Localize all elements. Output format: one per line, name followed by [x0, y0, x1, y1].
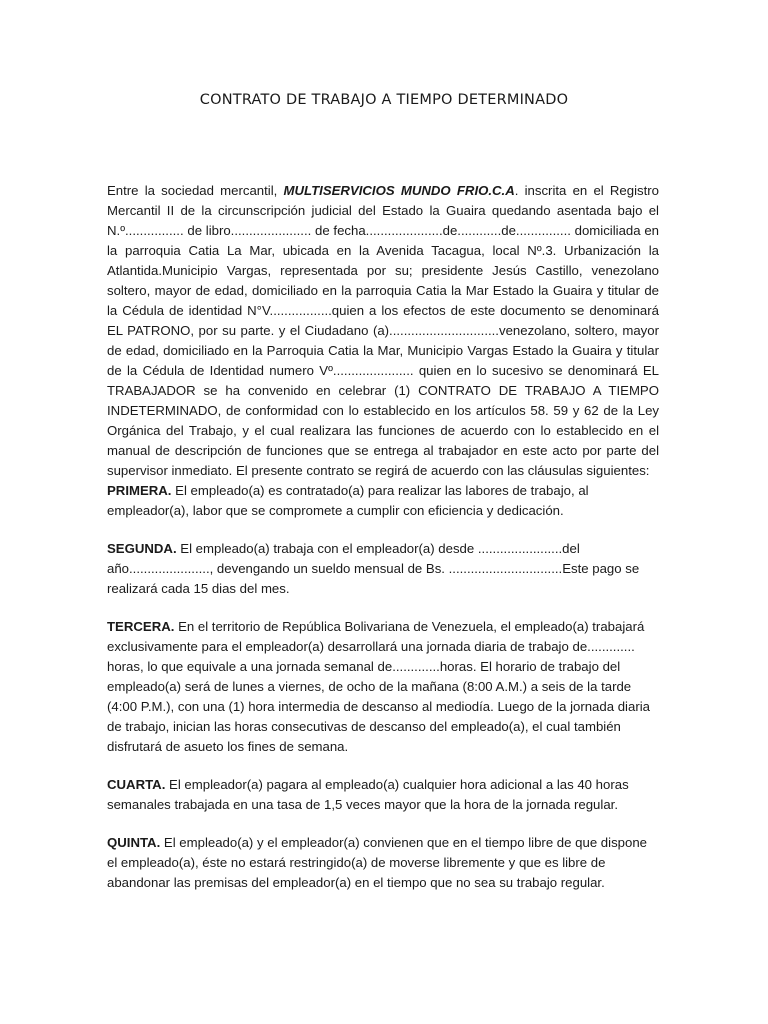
clause-quinta	[107, 833, 659, 893]
clause-label: PRIMERA.	[107, 483, 172, 498]
intro-text-2: . inscrita en el Registro Mercantil II de la circunscripción judicial del Estado la Guaira quedando asentada bajo el N.º................ de libro...................... de fecha.....................de............de............... domiciliada en la parroquia Catia La Mar, ubicada en la Avenida Tacagua, local Nº.3. Urbanización la Atlantida.Municipio Vargas, representada por su; presidente Jesús Castillo, venezolano soltero, mayor de edad, domiciliado en la parroquia Catia la Mar Estado la Guaira y titular de la Cédula de identidad N°V.................quien a los efectos de este documento se denominará EL PATRONO, por su parte. y el Ciudadano (a)..............................venezolano, soltero, mayor de edad, domiciliado en la Parroquia Catia la Mar, Municipio Vargas Estado la Guaira y titular de la Cédula de Identidad numero Vº...................... quien en lo sucesivo se denominará EL TRABAJADOR se ha convenido en celebrar (1) CONTRATO DE TRABAJO A TIEMPO INDETERMINADO, de conformidad con lo establecido en los artículos 58. 59 y 62 de la Ley Orgánica del Trabajo, y el cual realizara las funciones de acuerdo con lo establecido en el manual de descripción de funciones que se entrega al trabajador en este acto por parte del supervisor inmediato. El presente contrato se regirá de acuerdo con las cláusulas siguientes:	[107, 183, 660, 478]
clause-label: SEGUNDA.	[107, 541, 177, 556]
clause-text: El empleado(a) es contratado(a) para realizar las labores de trabajo, al empleador(a), labor que se compromete a cumplir con eficiencia y dedicación.	[107, 483, 589, 518]
clause-label: TERCERA.	[107, 619, 175, 634]
clause-segunda	[107, 539, 659, 599]
document-title: CONTRATO DE TRABAJO A TIEMPO DETERMINADO	[199, 92, 569, 108]
clause-text: El empleador(a) pagara al empleado(a) cualquier hora adicional a las 40 horas semanales trabajada en una tasa de 1,5 veces mayor que la hora de la jornada regular.	[107, 777, 629, 812]
company-name: MULTISERVICIOS MUNDO FRIO.C.A	[283, 183, 515, 198]
intro-paragraph	[107, 181, 659, 481]
clause-cuarta	[107, 775, 659, 815]
clause-text: El empleado(a) y el empleador(a) convienen que en el tiempo libre de que dispone el empleado(a), éste no estará restringido(a) de moverse libremente y que es libre de abandonar las premisas del empleador(a) en el tiempo que no sea su trabajo regular.	[107, 835, 648, 890]
clause-label: QUINTA.	[107, 835, 161, 850]
clause-primera	[107, 481, 659, 521]
clause-text: El empleado(a) trabaja con el empleador(a) desde .......................del año......................, devengando un sueldo mensual de Bs. ...............................Este pago se realizará cada 15 dias del mes.	[107, 541, 640, 596]
clause-text: En el territorio de República Bolivariana de Venezuela, el empleado(a) trabajará exclusivamente para el empleador(a) desarrollará una jornada diaria de trabajo de............. horas, lo que equivale a una jornada semanal de.............horas. El horario de trabajo del empleado(a) será de lunes a viernes, de ocho de la mañana (8:00 A.M.) a seis de la tarde (4:00 P.M.), con una (1) hora intermedia de descanso al mediodía. Luego de la jornada diaria de trabajo, inician las horas consecutivas de descanso del empleado(a), el cual también disfrutará de asueto los fines de semana.	[107, 619, 650, 754]
document-body	[107, 181, 659, 893]
clause-label: CUARTA.	[107, 777, 166, 792]
clause-tercera	[107, 617, 659, 757]
intro-text-1: Entre la sociedad mercantil,	[107, 183, 284, 198]
